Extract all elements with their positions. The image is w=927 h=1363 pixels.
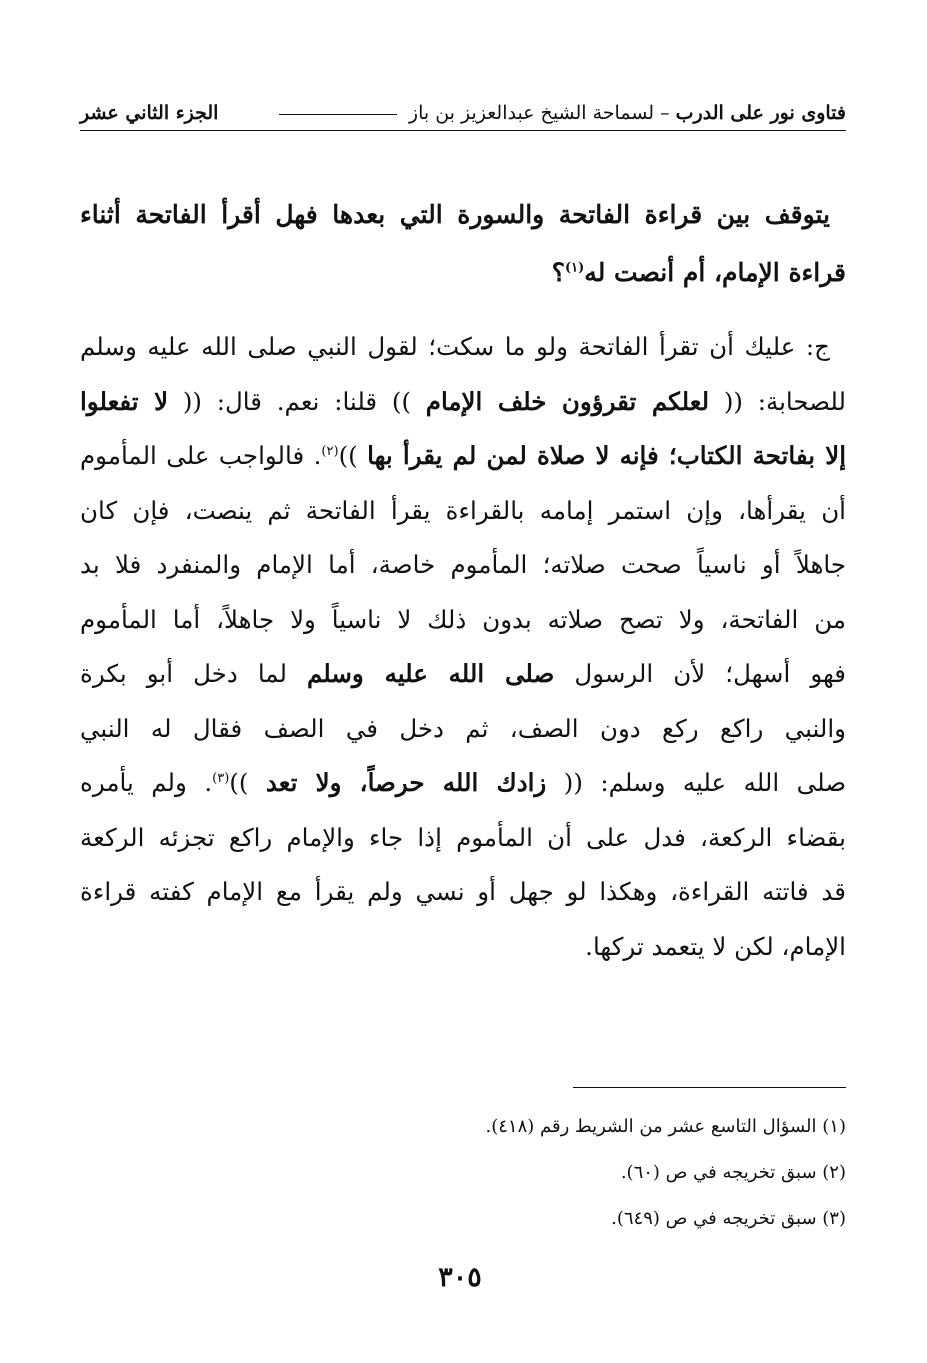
series-title: فتاوى نور على الدرب [675, 102, 846, 124]
hadith-quote: لا تفعلوا [80, 386, 169, 416]
answer-text: للصحابة: (( [709, 386, 847, 416]
hadith-quote: إلا بفاتحة الكتاب؛ فإنه لا صلاة لمن لم يقرأ بها [367, 441, 847, 470]
answer-line-1: ج: عليك أن تقرأ الفاتحة ولو ما سكت؛ لقول النبي صلى الله عليه وسلم [80, 332, 830, 361]
hadith-quote: زادك الله حرصاً، ولا تعد [265, 768, 547, 797]
answer-text: لما دخل أبو بكرة [80, 659, 307, 688]
footnote-2: (٢) سبق تخريجه في ص (٦٠). [620, 1162, 846, 1183]
footnote-1: (١) السؤال التاسع عشر من الشريط رقم (٤١٨). [485, 1116, 846, 1137]
answer-line-2 [80, 375, 846, 430]
footnote-ref-3: (٣) [212, 770, 230, 786]
answer-line-11: قد فاتته القراءة، وهكذا لو جهل أو نسي ولم يقرأ مع الإمام كفته قراءة [80, 877, 846, 906]
answer-text: صلى الله عليه وسلم: (( [546, 768, 846, 797]
header-rule [80, 130, 846, 131]
answer-line-4: أن يقرأها، وإن استمر إمامه بالقراءة يقرأ الفاتحة ثم ينصت، فإن كان [80, 495, 846, 525]
answer-line-8: والنبي راكع ركع دون الصف، ثم دخل في الصف فقال له النبي [80, 713, 846, 743]
question-mark: ؟ [551, 258, 565, 287]
question-line-1: يتوقف بين قراءة الفاتحة والسورة التي بعدها فهل أقرأ الفاتحة أثناء [80, 200, 830, 229]
footnote-ref-1: (١) [565, 260, 585, 276]
question-text: قراءة الإمام، أم أنصت له [584, 258, 846, 287]
answer-line-10: بقضاء الركعة، فدل على أن المأموم إذا جاء والإمام راكع تجزئه الركعة [80, 822, 846, 852]
page-number: ٣٠٥ [438, 1262, 482, 1293]
answer-text: )) [338, 441, 368, 470]
answer-text: . ولم يأمره [80, 768, 213, 797]
author-line: – لسماحة الشيخ عبدالعزيز بن باز [408, 102, 670, 124]
answer-text: )) [229, 768, 266, 797]
question-paragraph [80, 186, 846, 302]
footnote-3: (٣) سبق تخريجه في ص (٦٤٩). [611, 1208, 846, 1229]
footnote-ref-2: (٢) [321, 443, 339, 459]
answer-text: فهو أسهل؛ لأن الرسول [554, 659, 846, 688]
hadith-quote: لعلكم تقرؤون خلف الإمام [425, 386, 710, 416]
header-dash-rule [279, 114, 397, 115]
running-header [80, 96, 846, 130]
answer-text: )) قلنا: نعم. قال: (( [168, 386, 426, 416]
question-line-2 [80, 244, 846, 302]
answer-line-5: جاهلاً أو ناسياً صحت صلاته؛ المأموم خاصة، أما الإمام والمنفرد فلا بد [80, 550, 846, 579]
answer-line-12: الإمام، لكن لا يتعمد تركها. [585, 931, 846, 961]
answer-paragraph [80, 320, 846, 974]
answer-line-6: من الفاتحة، ولا تصح صلاته بدون ذلك لا ناسياً ولا جاهلاً، أما المأموم [80, 604, 846, 634]
part-title: الجزء الثاني عشر [80, 102, 219, 124]
footnotes [300, 1104, 846, 1242]
salutation: صلى الله عليه وسلم [306, 659, 555, 688]
footnote-separator [573, 1087, 846, 1088]
answer-text: . فالواجب على المأموم [80, 441, 322, 470]
answer-line-7 [80, 647, 846, 702]
answer-line-9 [80, 756, 846, 811]
answer-line-3 [80, 429, 846, 484]
